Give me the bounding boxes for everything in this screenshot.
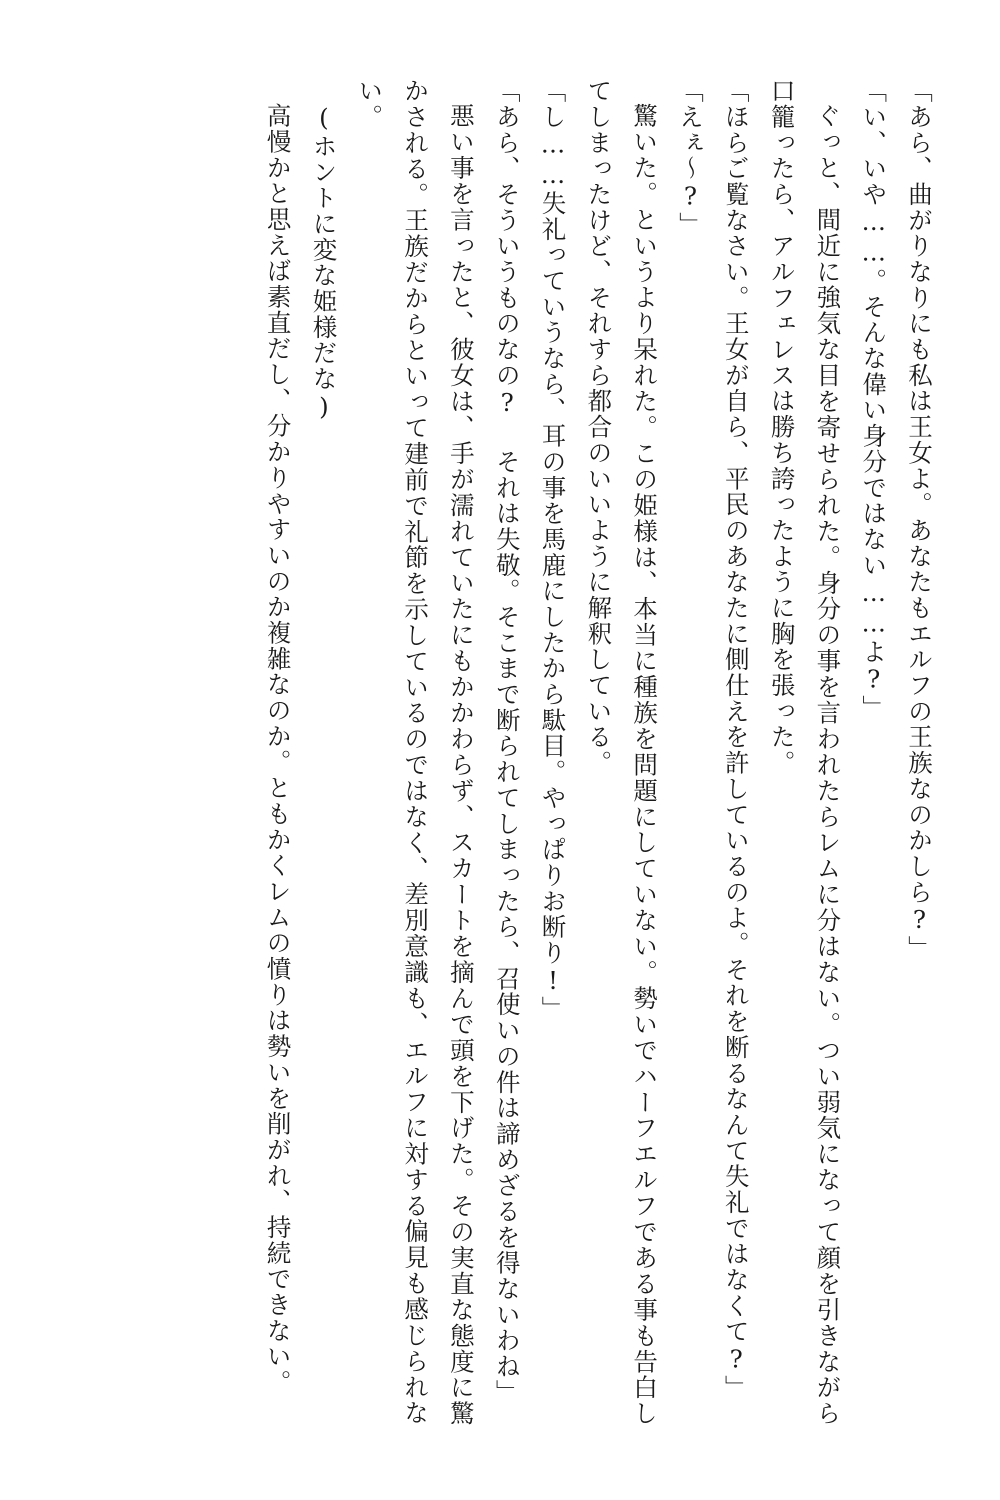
- paragraph: 高慢かと思えば素直だし、分かりやすいのか複雑なのか。ともかくレムの憤りは勢いを削がれ、持続できない。: [263, 102, 293, 1395]
- paragraph: (ホントに変な姫様だな): [309, 102, 339, 422]
- paragraph: 驚いた。というより呆れた。この姫様は、本当に種族を問題にしていない。勢いでハーフエルフである事も告白してしまったけど、それすら都合のいいように解釈している。: [584, 78, 660, 1426]
- paragraph: ぐっと、間近に強気な目を寄せられた。身分の事を言われたらレムに分はない。つい弱気になって顔を引きながら口籠ったら、アルフェレスは勝ち誇ったように胸を張った。: [767, 78, 843, 1426]
- paragraph: 悪い事を言ったと、彼女は、手が濡れていたにもかかわらず、スカートを摘んで頭を下げた。その実直な態度に驚かされる。王族だからといって建前で礼節を示しているのではなく、差別意識も、エルフに対する偏見も感じられない。: [355, 78, 476, 1426]
- paragraph: 「し……失礼っていうなら、耳の事を馬鹿にしたから駄目。やっぱりお断り!」: [538, 78, 568, 1023]
- paragraph: 「あら、曲がりなりにも私は王女よ。あなたもエルフの王族なのかしら?」: [905, 78, 934, 962]
- paragraph: 「ほらご覧なさい。王女が自ら、平民のあなたに側仕えを許しているのよ。それを断るなんて失礼ではなくて?」: [721, 78, 751, 1401]
- novel-body-text: [58, 78, 942, 1426]
- paragraph: 「い、いや……。そんな偉い身分ではない……よ?」: [859, 78, 889, 721]
- paragraph: 「あら、そういうものなの? それは失敬。そこまで断られてしまったら、召使いの件は諦めざるを得ないわね」: [492, 78, 522, 1406]
- paragraph: 「えぇ〜?」: [675, 78, 705, 238]
